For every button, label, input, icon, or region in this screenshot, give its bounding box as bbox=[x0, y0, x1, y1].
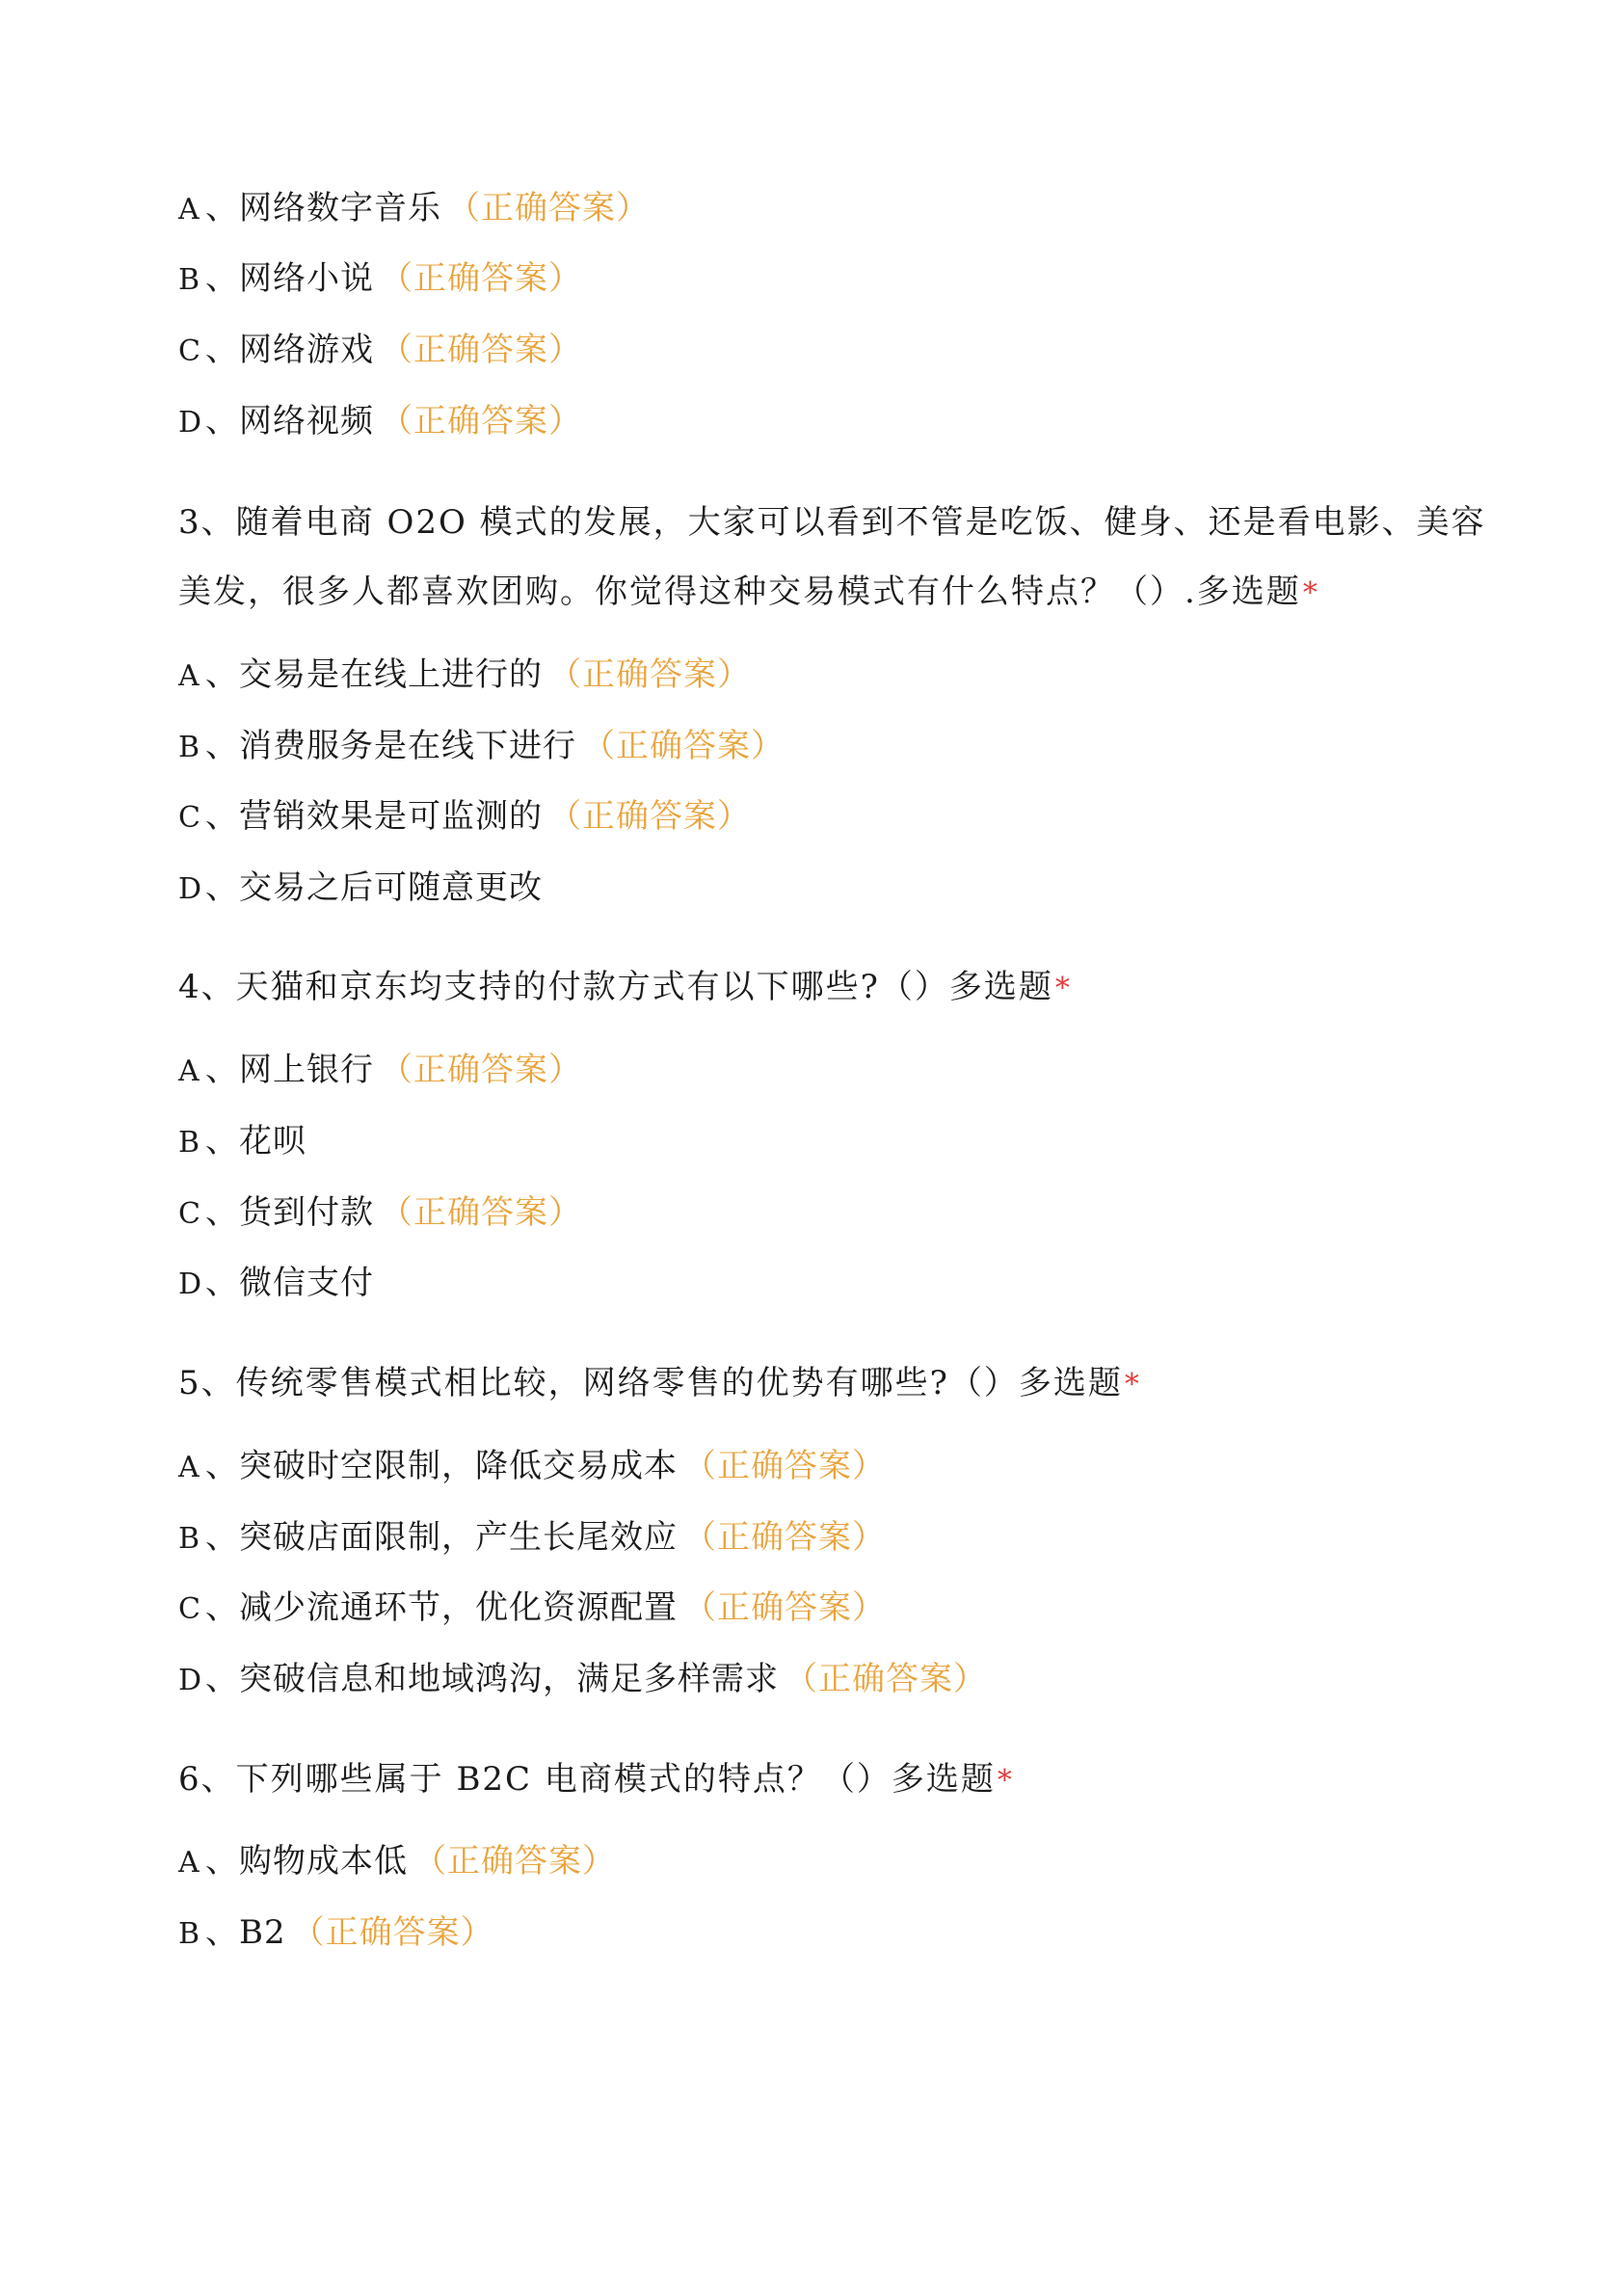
correct-answer-tag: （正确答案） bbox=[582, 727, 785, 765]
option-text: B2 bbox=[239, 1913, 286, 1952]
option-text: 减少流通环节，优化资源配置 bbox=[239, 1588, 678, 1627]
option-text: 花呗 bbox=[239, 1122, 306, 1161]
option-separator: 、 bbox=[205, 1842, 239, 1881]
option-separator: 、 bbox=[205, 402, 239, 440]
option-letter: C bbox=[178, 1197, 201, 1231]
required-mark: * bbox=[1054, 972, 1072, 1005]
option-separator: 、 bbox=[205, 1264, 239, 1302]
required-mark: * bbox=[997, 1764, 1014, 1798]
correct-answer-tag: （正确答案） bbox=[291, 1913, 494, 1952]
q4-option-a bbox=[178, 1051, 582, 1091]
option-letter: A bbox=[178, 659, 200, 693]
correct-answer-tag: （正确答案） bbox=[380, 1193, 582, 1232]
option-text: 网络数字音乐 bbox=[239, 189, 441, 227]
q3-option-a bbox=[178, 655, 751, 696]
option-separator: 、 bbox=[205, 259, 239, 298]
option-text: 购物成本低 bbox=[239, 1842, 408, 1881]
required-mark: * bbox=[1302, 576, 1319, 610]
option-text: 突破信息和地域鸿沟，满足多样需求 bbox=[239, 1660, 779, 1698]
correct-answer-tag: （正确答案） bbox=[683, 1588, 886, 1627]
q6-option-a bbox=[178, 1842, 616, 1882]
option-letter: B bbox=[178, 1522, 201, 1556]
q5-option-d bbox=[178, 1660, 987, 1700]
q2-option-d bbox=[178, 402, 582, 442]
option-separator: 、 bbox=[205, 1660, 239, 1698]
option-text: 网络游戏 bbox=[239, 331, 374, 369]
q4-option-b bbox=[178, 1122, 306, 1162]
q5-option-c bbox=[178, 1588, 886, 1629]
option-letter: A bbox=[178, 1054, 200, 1088]
option-text: 交易是在线上进行的 bbox=[239, 655, 543, 694]
option-separator: 、 bbox=[205, 655, 239, 694]
option-text: 微信支付 bbox=[239, 1264, 374, 1302]
option-text: 消费服务是在线下进行 bbox=[239, 727, 576, 765]
q2-option-c bbox=[178, 331, 582, 371]
correct-answer-tag: （正确答案） bbox=[683, 1447, 886, 1485]
correct-answer-tag: （正确答案） bbox=[785, 1660, 987, 1698]
correct-answer-tag: （正确答案） bbox=[548, 797, 751, 836]
option-separator: 、 bbox=[205, 868, 239, 907]
q3-title-line2 bbox=[178, 573, 1319, 613]
option-text: 货到付款 bbox=[239, 1193, 374, 1232]
q5-title bbox=[178, 1364, 1141, 1404]
correct-answer-tag: （正确答案） bbox=[683, 1518, 886, 1557]
option-separator: 、 bbox=[205, 1193, 239, 1232]
option-letter: B bbox=[178, 1126, 201, 1160]
option-separator: 、 bbox=[205, 1122, 239, 1161]
q3-option-b bbox=[178, 727, 785, 767]
option-text: 网络小说 bbox=[239, 259, 374, 298]
q5-option-b bbox=[178, 1518, 886, 1559]
option-text: 交易之后可随意更改 bbox=[239, 868, 543, 907]
q4-title-text: 4、天猫和京东均支持的付款方式有以下哪些?（）多选题 bbox=[178, 968, 1053, 1006]
q4-option-c bbox=[178, 1193, 582, 1234]
q4-option-d bbox=[178, 1264, 374, 1304]
option-letter: C bbox=[178, 801, 201, 835]
option-letter: B bbox=[178, 1917, 201, 1951]
option-separator: 、 bbox=[205, 1518, 239, 1557]
correct-answer-tag: （正确答案） bbox=[380, 259, 582, 298]
option-separator: 、 bbox=[205, 727, 239, 765]
q3-title-line1: 3、随着电商 O2O 模式的发展，大家可以看到不管是吃饭、健身、还是看电影、美容 bbox=[178, 503, 1486, 542]
q4-title bbox=[178, 968, 1072, 1008]
q3-option-c bbox=[178, 797, 751, 838]
correct-answer-tag: （正确答案） bbox=[380, 331, 582, 369]
option-text: 网上银行 bbox=[239, 1051, 374, 1089]
q6-title bbox=[178, 1760, 1014, 1801]
q2-option-a bbox=[178, 189, 650, 229]
option-letter: D bbox=[178, 872, 203, 906]
option-letter: C bbox=[178, 1592, 201, 1626]
option-letter: A bbox=[178, 193, 200, 227]
option-separator: 、 bbox=[205, 1913, 239, 1952]
option-separator: 、 bbox=[205, 1588, 239, 1627]
correct-answer-tag: （正确答案） bbox=[548, 655, 751, 694]
q3-title-line2-text: 美发，很多人都喜欢团购。你觉得这种交易模式有什么特点？（）.多选题 bbox=[178, 573, 1301, 611]
correct-answer-tag: （正确答案） bbox=[380, 402, 582, 440]
correct-answer-tag: （正确答案） bbox=[447, 189, 650, 227]
option-separator: 、 bbox=[205, 1051, 239, 1089]
option-text: 突破时空限制，降低交易成本 bbox=[239, 1447, 678, 1485]
q6-option-b bbox=[178, 1913, 494, 1954]
option-separator: 、 bbox=[205, 797, 239, 836]
correct-answer-tag: （正确答案） bbox=[413, 1842, 616, 1881]
q3-option-d bbox=[178, 868, 543, 909]
option-text: 突破店面限制，产生长尾效应 bbox=[239, 1518, 678, 1557]
option-separator: 、 bbox=[205, 189, 239, 227]
q5-title-text: 5、传统零售模式相比较，网络零售的优势有哪些?（）多选题 bbox=[178, 1364, 1123, 1402]
option-letter: A bbox=[178, 1451, 200, 1484]
correct-answer-tag: （正确答案） bbox=[380, 1051, 582, 1089]
option-letter: A bbox=[178, 1846, 200, 1880]
q5-option-a bbox=[178, 1447, 886, 1487]
option-text: 营销效果是可监测的 bbox=[239, 797, 543, 836]
option-letter: B bbox=[178, 731, 201, 764]
option-separator: 、 bbox=[205, 331, 239, 369]
q2-option-b bbox=[178, 259, 582, 300]
option-letter: D bbox=[178, 1268, 203, 1301]
required-mark: * bbox=[1124, 1368, 1141, 1401]
option-letter: D bbox=[178, 406, 203, 440]
option-letter: C bbox=[178, 334, 201, 368]
option-letter: D bbox=[178, 1664, 203, 1697]
q6-title-text: 6、下列哪些属于 B2C 电商模式的特点？（）多选题 bbox=[178, 1760, 996, 1799]
option-text: 网络视频 bbox=[239, 402, 374, 440]
option-letter: B bbox=[178, 263, 201, 297]
option-separator: 、 bbox=[205, 1447, 239, 1485]
